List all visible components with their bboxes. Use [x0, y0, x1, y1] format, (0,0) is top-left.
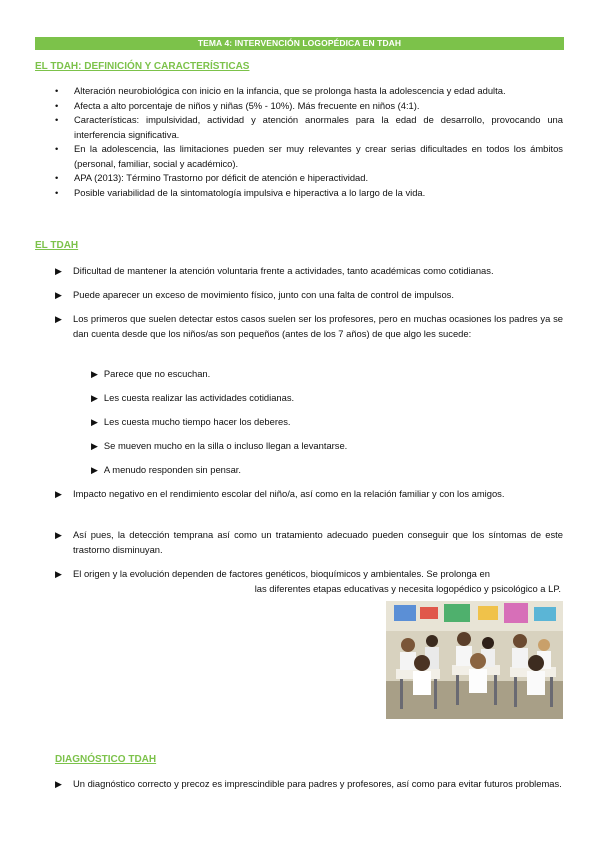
arrow-bullet-icon: ▶ — [55, 779, 62, 789]
sub-item: ▶ Se mueven mucho en la silla o incluso llegan a levantarse. — [91, 440, 348, 451]
arrow-bullet-icon: ▶ — [55, 569, 62, 579]
arrow-bullet-icon: ▶ — [55, 530, 62, 540]
arrow-bullet-icon: ▶ — [91, 465, 98, 475]
arrow-item: ▶ Puede aparecer un exceso de movimiento físico, junto con una falta de control de impulsos. — [55, 288, 563, 303]
arrow-bullet-icon: ▶ — [55, 489, 62, 499]
section-title-definicion: EL TDAH: DEFINICIÓN Y CARACTERÍSTICAS — [35, 61, 250, 72]
arrow-bullet-icon: ▶ — [91, 441, 98, 451]
topic-banner: TEMA 4: INTERVENCIÓN LOGOPÉDICA EN TDAH — [35, 37, 564, 50]
arrow-bullet-icon: ▶ — [55, 290, 62, 300]
arrow-bullet-icon: ▶ — [91, 417, 98, 427]
arrow-item: ▶ Los primeros que suelen detectar estos casos suelen ser los profesores, pero en muchas ocasiones los padres ya se dan cuenta desde que los niños/as son pequeños (antes de los 7 años) de que algo les sucede: — [55, 313, 563, 339]
list-item: • En la adolescencia, las limitaciones pueden ser muy relevantes y crear serias dificultades en todos los ámbitos (personal, familiar, social y académico). — [55, 143, 563, 169]
arrow-item: ▶ Un diagnóstico correcto y precoz es imprescindible para padres y profesores, así como para evitar futuros problemas. — [55, 777, 563, 792]
bullet-icon: • — [55, 186, 59, 198]
bullet-icon: • — [55, 114, 59, 125]
section-title-diagnostico: DIAGNÓSTICO TDAH — [55, 754, 157, 765]
arrow-bullet-icon: ▶ — [55, 266, 62, 276]
arrow-bullet-icon: ▶ — [55, 314, 62, 324]
list-item: • Alteración neurobiológica con inicio en la infancia, que se prolonga hasta la adolescencia y edad adulta. — [55, 84, 563, 99]
bullet-icon: • — [55, 143, 59, 154]
arrow-item: ▶ Así pues, la detección temprana así como un tratamiento adecuado pueden conseguir que los síntomas de este trastorno disminuyan. — [55, 529, 563, 555]
bullet-icon: • — [55, 172, 59, 183]
arrow-bullet-icon: ▶ — [91, 369, 98, 379]
arrow-item: ▶ Dificultad de mantener la atención voluntaria frente a actividades, tanto académicas como cotidianas. — [55, 264, 563, 279]
sub-item: ▶ Les cuesta mucho tiempo hacer los deberes. — [91, 416, 291, 427]
arrow-item-origen: ▶ El origen y la evolución dependen de factores genéticos, bioquímicos y ambientales. Se prolonga en las diferentes etapas educativas y necesita logopédico y psicológico a LP. — [55, 568, 561, 594]
list-item: • Afecta a alto porcentaje de niños y niñas (5% - 10%). Más frecuente en niños (4:1). — [55, 99, 563, 114]
arrow-bullet-icon: ▶ — [91, 393, 98, 403]
definicion-list — [55, 84, 563, 200]
bullet-icon: • — [55, 99, 59, 111]
sub-item: ▶ A menudo responden sin pensar. — [91, 464, 241, 475]
classroom-photo — [386, 601, 563, 719]
sub-item: ▶ Parece que no escuchan. — [91, 368, 211, 379]
bullet-icon: • — [55, 85, 59, 96]
list-item: • Posible variabilidad de la sintomatología impulsiva e hiperactiva a lo largo de la vida. — [55, 186, 563, 201]
arrow-item: ▶ Impacto negativo en el rendimiento escolar del niño/a, así como en la relación familiar y con los amigos. — [55, 487, 563, 502]
list-item: • Características: impulsividad, actividad y atención anormales para la edad de desarrollo, provocando una interferencia significativa. — [55, 114, 563, 140]
section-title-tdah: EL TDAH — [35, 240, 79, 251]
list-item: • APA (2013): Término Trastorno por déficit de atención e hiperactividad. — [55, 171, 563, 186]
sub-item: ▶ Les cuesta realizar las actividades cotidianas. — [91, 392, 295, 403]
